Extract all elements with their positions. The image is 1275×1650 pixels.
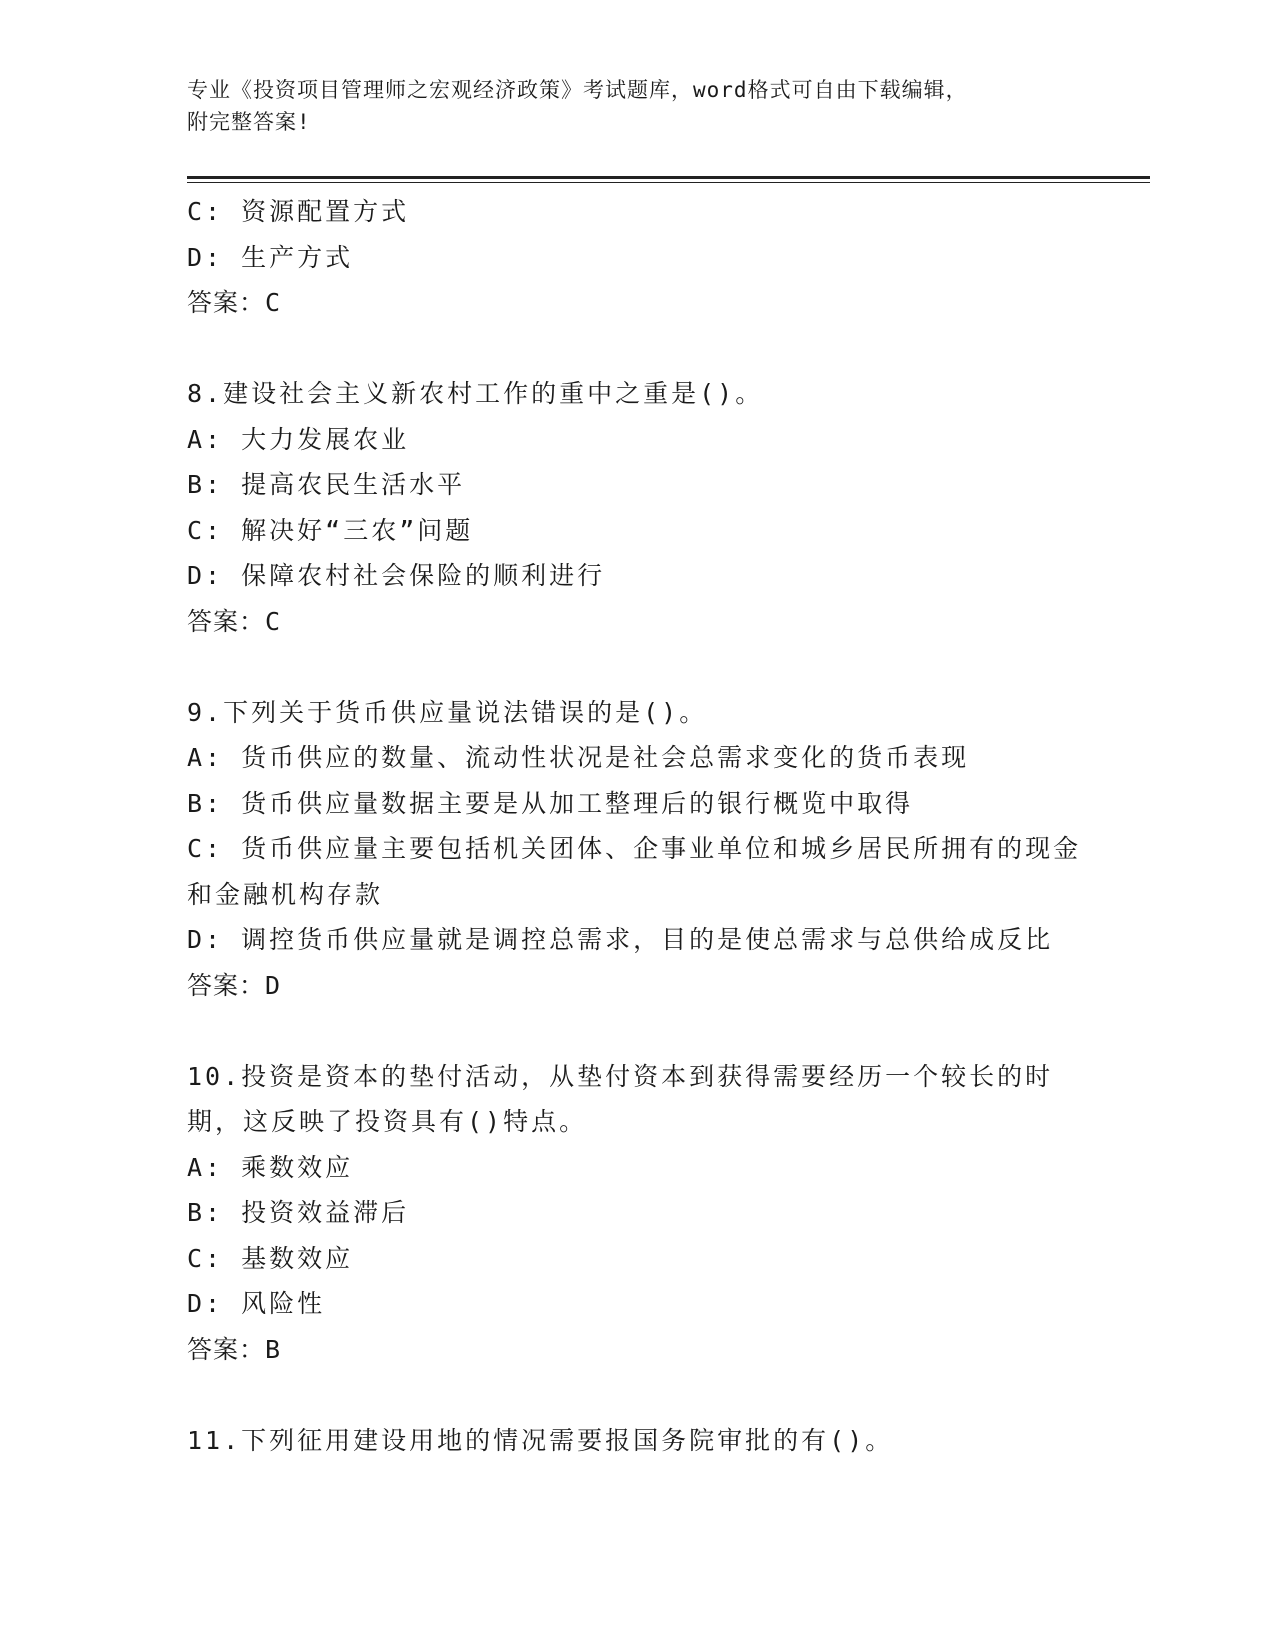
option-c: C: 解决好“三农”问题: [187, 515, 474, 545]
option-c: C: 货币供应量主要包括机关团体、企事业单位和城乡居民所拥有的现金和金融机构存款: [187, 834, 1082, 909]
question-stem: 8.建设社会主义新农村工作的重中之重是()。: [187, 379, 764, 408]
option-d: D: 风险性: [187, 1289, 326, 1318]
question-list: [187, 189, 1087, 1463]
answer: 答案：D: [187, 970, 282, 1000]
option-d: D: 调控货币供应量就是调控总需求，目的是使总需求与总供给成反比: [187, 925, 1054, 954]
option-c: C: 资源配置方式: [187, 197, 410, 226]
option-b: B: 投资效益滞后: [187, 1198, 410, 1227]
document-header: [187, 74, 1087, 138]
header-line-2: 附完整答案!: [187, 110, 311, 134]
option-d: D: 保障农村社会保险的顺利进行: [187, 561, 606, 590]
answer: 答案：C: [187, 288, 282, 317]
answer: 答案：C: [187, 606, 282, 636]
question-stem: 10.投资是资本的垫付活动，从垫付资本到获得需要经历一个较长的时期，这反映了投资具有()特点。: [187, 1061, 1054, 1136]
spacer: [187, 1008, 1087, 1054]
question-stem: 9.下列关于货币供应量说法错误的是()。: [187, 697, 708, 727]
header-divider-thin: [187, 182, 1150, 183]
option-b: B: 货币供应量数据主要是从加工整理后的银行概览中取得: [187, 788, 914, 818]
option-c: C: 基数效应: [187, 1243, 354, 1273]
option-a: A: 乘数效应: [187, 1152, 354, 1182]
spacer: [187, 644, 1087, 690]
header-divider-thick: [187, 176, 1150, 179]
header-line-1: 专业《投资项目管理师之宏观经济政策》考试题库，word格式可自由下载编辑，: [187, 78, 968, 102]
answer: 答案：B: [187, 1334, 282, 1364]
spacer: [187, 1372, 1087, 1418]
option-b: B: 提高农民生活水平: [187, 470, 466, 499]
option-a: A: 大力发展农业: [187, 424, 410, 454]
question-stem: 11.下列征用建设用地的情况需要报国务院审批的有()。: [187, 1425, 894, 1455]
option-d: D: 生产方式: [187, 242, 354, 272]
option-a: A: 货币供应的数量、流动性状况是社会总需求变化的货币表现: [187, 743, 970, 772]
spacer: [187, 326, 1087, 372]
